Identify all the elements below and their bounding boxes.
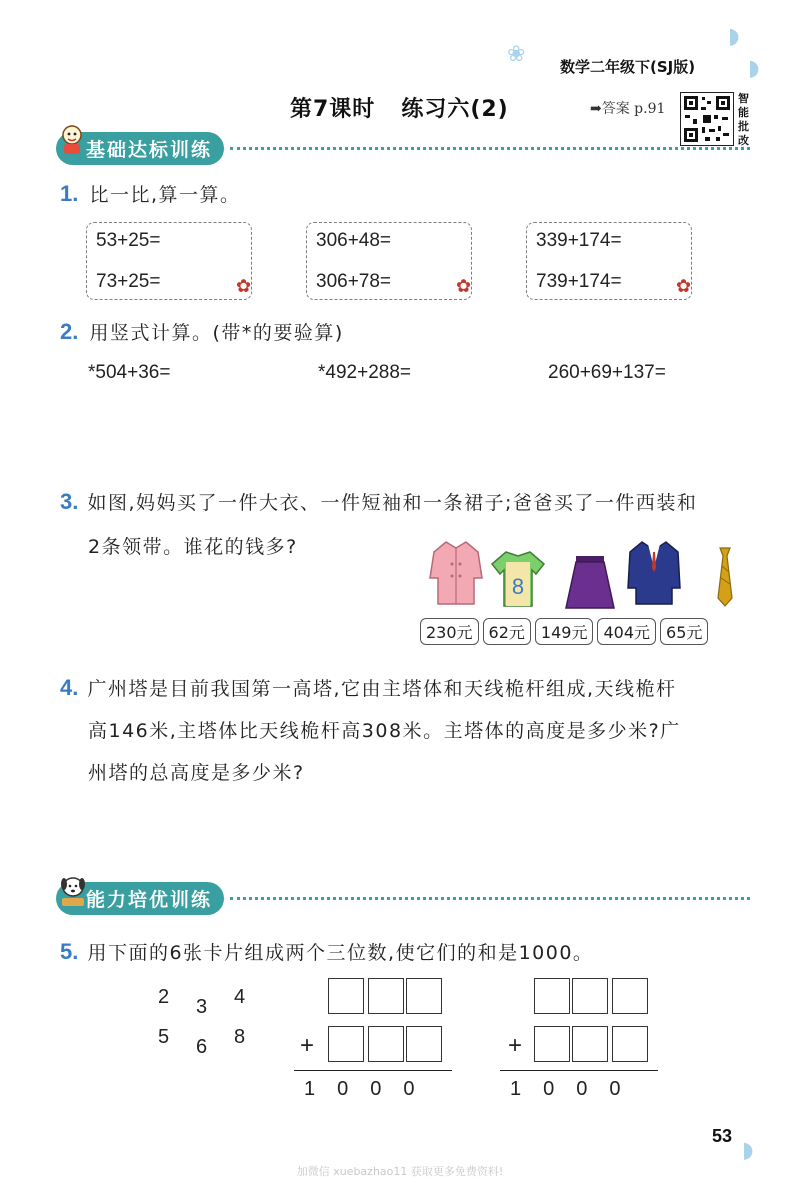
coat-icon	[428, 538, 484, 608]
digit-box[interactable]	[406, 1026, 442, 1062]
expression: *504+36=	[88, 362, 171, 383]
expression: 739+174=	[536, 271, 622, 292]
expression: *492+288=	[318, 362, 411, 383]
section-title: 基础达标训练	[56, 132, 224, 165]
number-card: 6	[196, 1036, 208, 1058]
number-card: 4	[234, 986, 246, 1008]
tshirt-icon	[490, 548, 546, 618]
question-1	[60, 180, 241, 207]
flower-icon: ✿	[676, 276, 692, 297]
number-card: 3	[196, 996, 208, 1018]
question-number: 4.	[60, 675, 79, 700]
suit-icon	[626, 538, 682, 608]
dolphin-icon: ◗	[748, 56, 760, 81]
digit-box[interactable]	[368, 1026, 404, 1062]
plus-sign: +	[508, 1032, 523, 1059]
grade-label: 数学二年级下(SJ版)	[560, 58, 696, 76]
sum-line	[500, 1070, 658, 1071]
section-heading-basic	[56, 130, 750, 166]
question-text: 用下面的6张卡片组成两个三位数,使它们的和是1000。	[87, 942, 594, 964]
question-text-line: 广州塔是目前我国第一高塔,它由主塔体和天线桅杆组成,天线桅杆	[87, 678, 677, 700]
expression: 306+48=	[316, 230, 392, 251]
price-tag-row	[420, 618, 708, 645]
sum-line	[294, 1070, 452, 1071]
digit-box[interactable]	[406, 978, 442, 1014]
question-text-line: 州塔的总高度是多少米?	[88, 762, 305, 784]
lesson-name: 练习六(2)	[401, 97, 509, 122]
digit-box[interactable]	[612, 1026, 648, 1062]
plus-sign: +	[300, 1032, 315, 1059]
digit-box[interactable]	[368, 978, 404, 1014]
flower-icon: ✿	[236, 276, 252, 297]
section-heading-advanced	[56, 880, 750, 916]
question-text-line: 高146米,主塔体比天线桅杆高308米。主塔体的高度是多少米?广	[88, 720, 681, 742]
number-card: 2	[158, 986, 170, 1008]
question-text-line: 如图,妈妈买了一件大衣、一件短袖和一条裙子;爸爸买了一件西装和	[87, 492, 698, 514]
flower-icon: ✿	[456, 276, 472, 297]
digit-box[interactable]	[612, 978, 648, 1014]
dotted-rule	[230, 897, 750, 900]
mascot-pencil-icon	[58, 122, 86, 156]
expression: 73+25=	[96, 271, 161, 292]
dolphin-icon: ❀	[507, 42, 526, 67]
question-text: 用竖式计算。(带*的要验算)	[89, 322, 344, 344]
price-tag: 149元	[535, 618, 594, 645]
question-4	[60, 674, 780, 701]
sum-result: 1000	[304, 1078, 437, 1100]
answer-reference: ➡答案 p.91	[590, 101, 666, 117]
watermark: 加微信 xuebazhao11 获取更多免费资料!	[296, 1165, 504, 1178]
number-card: 8	[234, 1026, 246, 1048]
skirt-icon	[562, 552, 618, 622]
page-number: 53	[712, 1126, 733, 1146]
lesson-number: 第7课时	[290, 97, 376, 122]
svg-text:8: 8	[511, 574, 525, 599]
expression: 260+69+137=	[548, 362, 666, 383]
digit-box[interactable]	[534, 1026, 570, 1062]
dolphin-icon: ◗	[728, 24, 740, 49]
digit-box[interactable]	[328, 978, 364, 1014]
number-card: 5	[158, 1026, 170, 1048]
price-tag: 62元	[483, 618, 531, 645]
price-tag: 230元	[420, 618, 479, 645]
lesson-title	[290, 92, 509, 123]
digit-box[interactable]	[328, 1026, 364, 1062]
tie-icon	[710, 546, 740, 608]
question-3	[60, 488, 780, 515]
sum-result: 1000	[510, 1078, 643, 1100]
question-number: 2.	[60, 319, 79, 344]
question-number: 1.	[60, 181, 79, 206]
question-5	[60, 938, 780, 965]
qr-side-label: 智能批改	[738, 92, 749, 147]
digit-box[interactable]	[534, 978, 570, 1014]
expression: 53+25=	[96, 230, 161, 251]
mascot-dog-icon	[58, 874, 86, 908]
question-text: 比一比,算一算。	[89, 184, 241, 206]
section-title: 能力培优训练	[56, 882, 224, 915]
question-2	[60, 318, 344, 345]
dotted-rule	[230, 147, 750, 150]
price-tag: 404元	[597, 618, 656, 645]
digit-box[interactable]	[572, 1026, 608, 1062]
price-tag: 65元	[660, 618, 708, 645]
question-number: 5.	[60, 939, 79, 964]
question-text-line: 2条领带。谁花的钱多?	[88, 536, 298, 558]
expression: 306+78=	[316, 271, 392, 292]
dolphin-icon: ◗	[742, 1138, 754, 1163]
question-number: 3.	[60, 489, 79, 514]
expression: 339+174=	[536, 230, 622, 251]
digit-box[interactable]	[572, 978, 608, 1014]
